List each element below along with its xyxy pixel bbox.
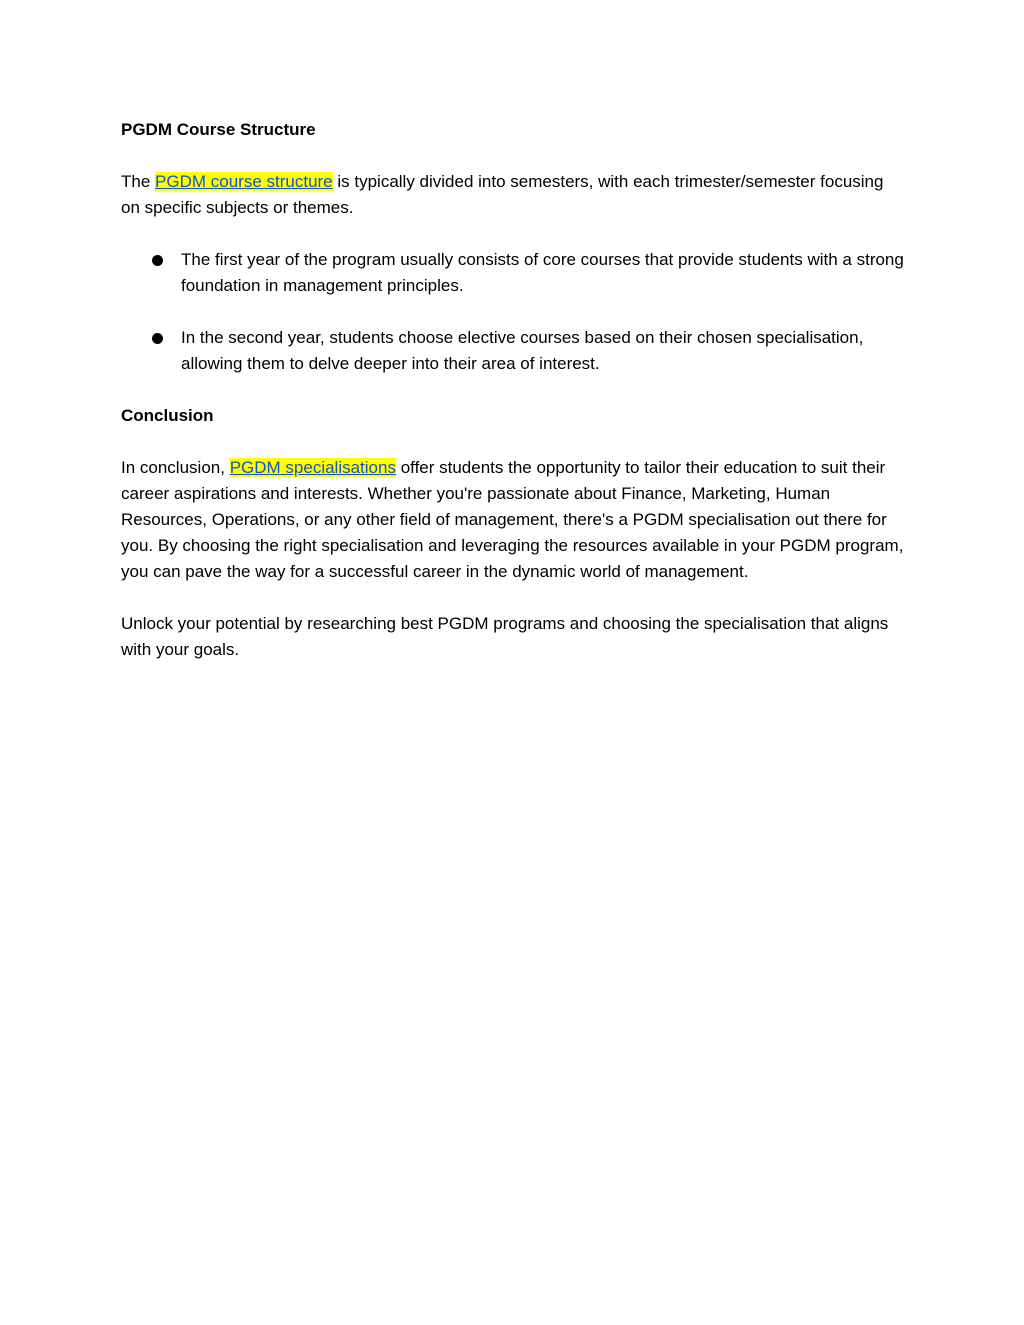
course-structure-intro <box>121 169 906 221</box>
course-structure-list <box>121 247 906 377</box>
list-item-text: The first year of the program usually consists of core courses that provide students with a strong foundation in management principles. <box>181 250 904 295</box>
document-page <box>121 117 906 663</box>
conclusion-text-after: offer students the opportunity to tailor their education to suit their career aspirations and interests. Whether you're passionate about Finance, Marketing, Human Resources, Operations, or any other field of management, there's a PGDM specialisation out there for you. By choosing the right specialisation and leveraging the resources available in your PGDM program, you can pave the way for a successful career in the dynamic world of management. <box>121 458 904 581</box>
conclusion-paragraph <box>121 455 906 585</box>
pgdm-specialisations-link[interactable]: PGDM specialisations <box>229 458 396 477</box>
conclusion-heading: Conclusion <box>121 406 214 425</box>
pgdm-course-structure-link[interactable]: PGDM course structure <box>155 172 333 191</box>
bullet-icon <box>152 255 163 266</box>
list-item <box>121 325 906 377</box>
intro-text-before: The <box>121 172 156 191</box>
conclusion-text-before: In conclusion, <box>121 458 230 477</box>
closing-paragraph: Unlock your potential by researching best PGDM programs and choosing the specialisation that aligns with your goals. <box>121 614 889 659</box>
course-structure-heading: PGDM Course Structure <box>121 120 316 139</box>
list-item <box>121 247 906 299</box>
intro-text-after: is typically divided into semesters, with each trimester/semester focusing on specific subjects or themes. <box>121 172 884 217</box>
list-item-text: In the second year, students choose elective courses based on their chosen specialisation, allowing them to delve deeper into their area of interest. <box>181 328 864 373</box>
bullet-icon <box>152 333 163 344</box>
